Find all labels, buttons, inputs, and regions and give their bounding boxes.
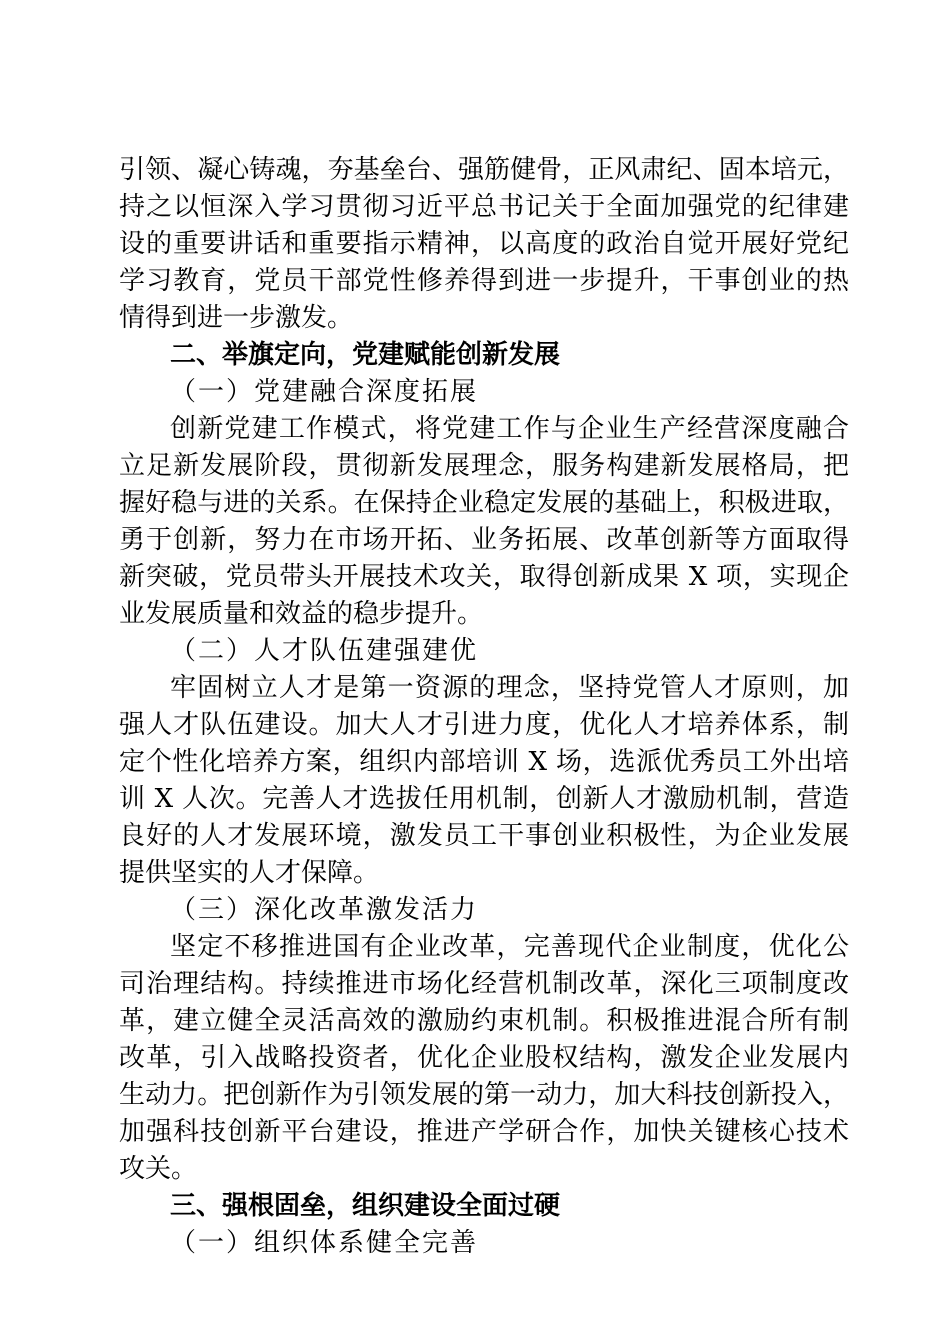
paragraph-line: 定个性化培养方案，组织内部培训 X 场，选派优秀员工外出培	[119, 747, 849, 777]
paragraph-line: 生动力。把创新作为引领发展的第一动力，加大科技创新投入，	[119, 1080, 849, 1110]
paragraph-line: 引领、凝心铸魂，夯基垒台、强筋健骨，正风肃纪、固本培元，	[119, 155, 849, 185]
paragraph-line: 训 X 人次。完善人才选拔任用机制，创新人才激励机制，营造	[119, 784, 849, 814]
subsection-heading: （二）人才队伍建强建优	[170, 636, 479, 666]
paragraph-line: 强人才队伍建设。加大人才引进力度，优化人才培养体系，制	[119, 710, 849, 740]
paragraph-line: 情得到进一步激发。	[119, 303, 354, 333]
paragraph-line: 立足新发展阶段，贯彻新发展理念，服务构建新发展格局，把	[119, 451, 849, 481]
paragraph-line: 持之以恒深入学习贯彻习近平总书记关于全面加强党的纪律建	[119, 192, 849, 222]
paragraph-line: 司治理结构。持续推进市场化经营机制改革，深化三项制度改	[119, 969, 849, 999]
paragraph-line: 握好稳与进的关系。在保持企业稳定发展的基础上，积极进取，	[119, 488, 849, 518]
paragraph-line: 良好的人才发展环境，激发员工干事创业积极性，为企业发展	[119, 821, 849, 851]
paragraph-line: 勇于创新，努力在市场开拓、业务拓展、改革创新等方面取得	[119, 525, 849, 555]
paragraph-line: 业发展质量和效益的稳步提升。	[119, 599, 484, 629]
section-heading: 三、强根固垒，组织建设全面过硬	[170, 1191, 561, 1221]
paragraph-line: 设的重要讲话和重要指示精神，以高度的政治自觉开展好党纪	[119, 229, 849, 259]
paragraph-line: 提供坚实的人才保障。	[119, 858, 380, 888]
subsection-heading: （一）党建融合深度拓展	[170, 377, 479, 407]
paragraph-line: 创新党建工作模式，将党建工作与企业生产经营深度融合	[170, 414, 849, 444]
paragraph-line: 革，建立健全灵活高效的激励约束机制。积极推进混合所有制	[119, 1006, 849, 1036]
paragraph-line: 坚定不移推进国有企业改革，完善现代企业制度，优化公	[170, 932, 849, 962]
paragraph-line: 牢固树立人才是第一资源的理念，坚持党管人才原则，加	[170, 673, 849, 703]
paragraph-line: 加强科技创新平台建设，推进产学研合作，加快关键核心技术	[119, 1117, 849, 1147]
paragraph-line: 新突破，党员带头开展技术攻关，取得创新成果 X 项，实现企	[119, 562, 849, 592]
paragraph-line: 学习教育，党员干部党性修养得到进一步提升，干事创业的热	[119, 266, 849, 296]
subsection-heading: （三）深化改革激发活力	[170, 895, 479, 925]
section-heading: 二、举旗定向，党建赋能创新发展	[170, 340, 561, 370]
paragraph-line: 攻关。	[119, 1154, 198, 1184]
subsection-heading: （一）组织体系健全完善	[170, 1228, 479, 1258]
paragraph-line: 改革，引入战略投资者，优化企业股权结构，激发企业发展内	[119, 1043, 849, 1073]
